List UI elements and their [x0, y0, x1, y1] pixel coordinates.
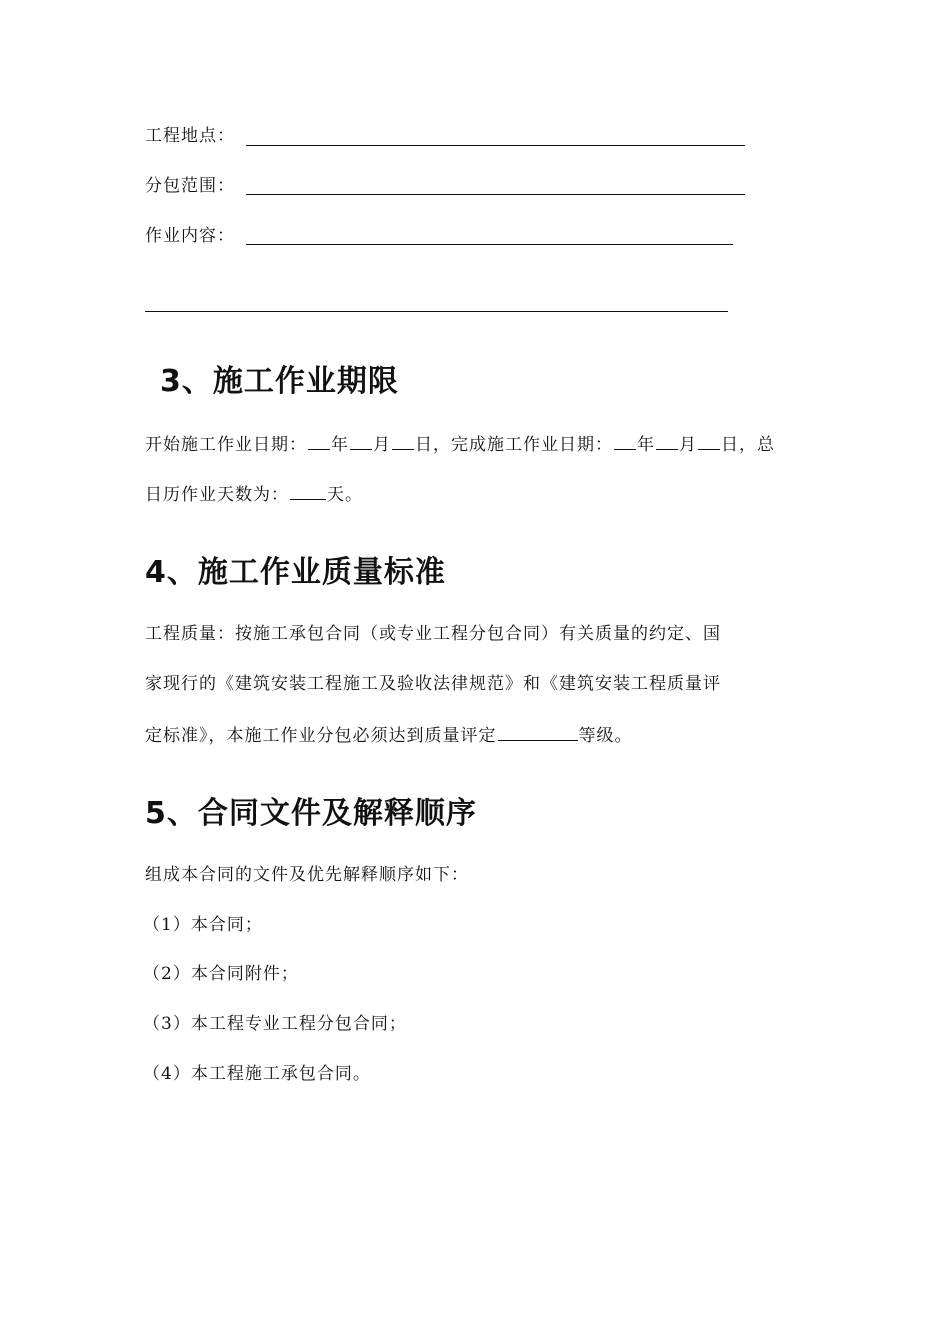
start-day-blank[interactable]: [392, 431, 414, 450]
month-unit: 月: [373, 435, 391, 455]
start-date-label: 开始施工作业日期：: [145, 435, 307, 455]
content-blank[interactable]: [246, 244, 733, 245]
total-label-start: 日，总: [721, 435, 775, 455]
days-unit: 天。: [327, 485, 363, 505]
section-3-line-1: [145, 431, 775, 457]
content-field-row: [145, 224, 235, 248]
location-field-row: [145, 124, 235, 148]
list-item: （4）本工程施工承包合同。: [143, 1064, 371, 1084]
end-month-blank[interactable]: [656, 431, 678, 450]
section-4-para-line-3: [145, 722, 633, 748]
year-unit: 年: [331, 435, 349, 455]
month-unit: 月: [679, 435, 697, 455]
section-4-heading: 4、施工作业质量标准: [145, 555, 446, 590]
scope-label: 分包范围：: [145, 176, 235, 196]
total-days-label: 日历作业天数为：: [145, 485, 289, 505]
year-unit: 年: [637, 435, 655, 455]
end-date-label: 日，完成施工作业日期：: [415, 435, 613, 455]
end-year-blank[interactable]: [614, 431, 636, 450]
quality-grade-blank[interactable]: [498, 722, 578, 741]
section-5-heading: 5、合同文件及解释顺序: [145, 796, 477, 831]
start-month-blank[interactable]: [350, 431, 372, 450]
start-year-blank[interactable]: [308, 431, 330, 450]
section-3-heading: 3、施工作业期限: [160, 364, 399, 399]
content-label: 作业内容：: [145, 226, 235, 246]
end-day-blank[interactable]: [698, 431, 720, 450]
scope-field-row: [145, 174, 235, 198]
grade-unit: 等级。: [578, 726, 633, 746]
content-blank-line-2[interactable]: [145, 311, 728, 312]
location-label: 工程地点：: [145, 126, 235, 146]
total-days-blank[interactable]: [290, 481, 326, 500]
list-item: （1）本合同；: [143, 915, 263, 935]
quality-grade-label: 定标准》，本施工作业分包必须达到质量评定: [145, 726, 497, 746]
section-5-intro: 组成本合同的文件及优先解释顺序如下：: [145, 865, 469, 885]
section-3-line-2: [145, 481, 363, 507]
list-item: （2）本合同附件；: [143, 964, 299, 984]
section-4-para-line-2: 家现行的《建筑安装工程施工及验收法律规范》和《建筑安装工程质量评: [145, 674, 721, 694]
location-blank[interactable]: [246, 145, 745, 146]
scope-blank[interactable]: [246, 194, 745, 195]
list-item: （3）本工程专业工程分包合同；: [143, 1014, 407, 1034]
section-4-para-line-1: 工程质量：按施工承包合同（或专业工程分包合同）有关质量的约定、国: [145, 624, 721, 644]
